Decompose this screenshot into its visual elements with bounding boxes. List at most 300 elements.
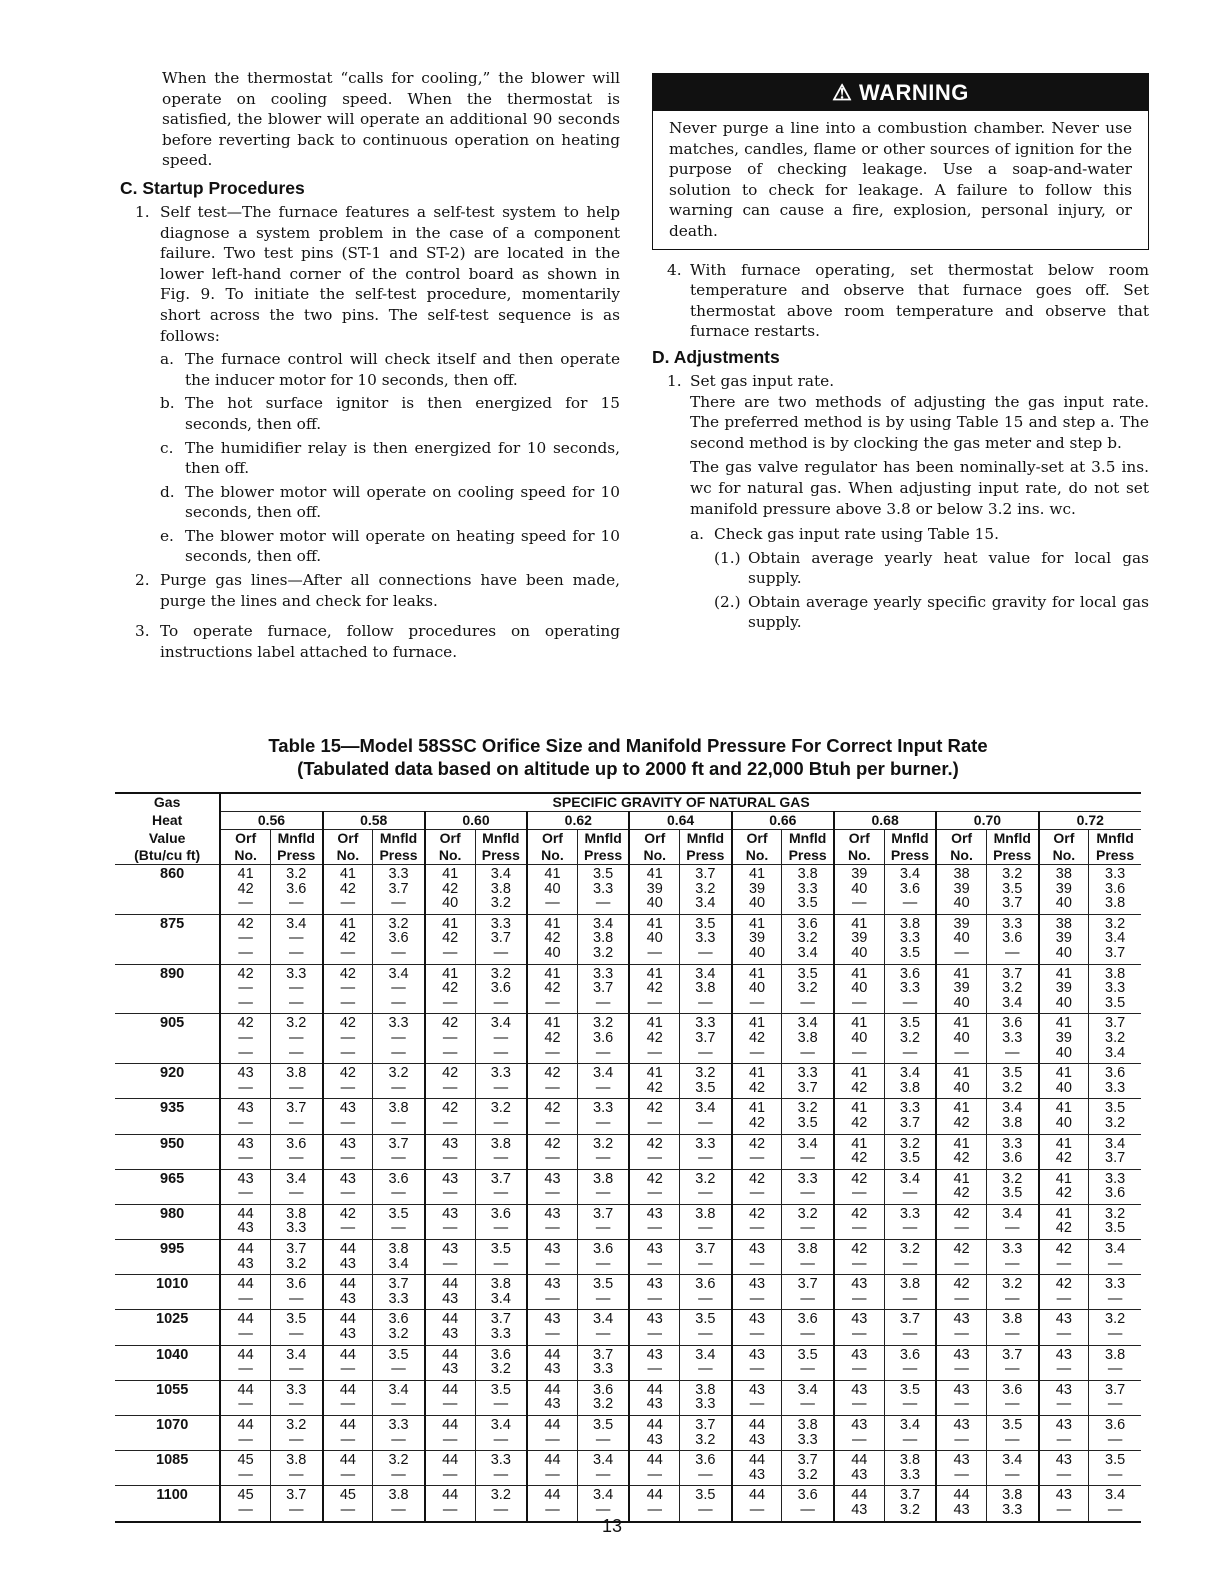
manifold-pressure-cell: 3.3 — — xyxy=(373,1014,425,1064)
orifice-number-cell: 42 — xyxy=(425,1064,475,1099)
orifice-number-cell: 42 — xyxy=(527,1134,577,1169)
orifice-number-cell: 41 42 xyxy=(629,1064,679,1099)
orifice-number-cell: 44 43 xyxy=(527,1345,577,1380)
manifold-pressure-cell: 3.2 — xyxy=(782,1204,834,1239)
orifice-number-cell: 41 42 — xyxy=(527,1014,577,1064)
orifice-number-cell: 43 — xyxy=(425,1240,475,1275)
orifice-number-cell: 44 — xyxy=(323,1451,373,1486)
orifice-number-cell: 44 — xyxy=(323,1345,373,1380)
gravity-header: 0.60 xyxy=(425,812,527,830)
manifold-pressure-cell: 3.7 — xyxy=(475,1169,527,1204)
orifice-header: Orf xyxy=(732,830,782,848)
step-letter: c. xyxy=(160,438,174,457)
manifold-pressure-cell: 3.5 — xyxy=(475,1380,527,1415)
manifold-pressure-cell: 3.3 3.6 — xyxy=(986,914,1038,964)
manifold-pressure-cell: 3.2 3.5 3.7 xyxy=(986,865,1038,915)
orifice-number-cell: 42 — xyxy=(834,1204,884,1239)
sequence-step xyxy=(160,438,620,479)
manifold-pressure-cell: 3.6 3.3 — xyxy=(884,964,936,1014)
orifice-number-cell: 42 — xyxy=(629,1169,679,1204)
orifice-number-cell: 43 — xyxy=(936,1345,986,1380)
manifold-pressure-cell: 3.3 3.7 — xyxy=(577,964,629,1014)
orifice-number-cell: 42 — xyxy=(323,1064,373,1099)
manifold-pressure-cell: 3.2 — xyxy=(373,1064,425,1099)
manifold-pressure-cell: 3.7 3.3 xyxy=(475,1310,527,1345)
manifold-pressure-cell: 3.2 3.5 xyxy=(986,1169,1038,1204)
orifice-number-cell: 39 40 — xyxy=(936,914,986,964)
manifold-pressure-cell: 3.5 — xyxy=(373,1204,425,1239)
manifold-pressure-cell: 3.8 — xyxy=(680,1204,732,1239)
orifice-number-cell: 44 — xyxy=(425,1380,475,1415)
orifice-header: No. xyxy=(629,847,679,865)
item-number: a. xyxy=(690,525,704,544)
orifice-number-cell: 41 40 — xyxy=(936,1014,986,1064)
orifice-number-cell: 44 43 xyxy=(220,1204,270,1239)
manifold-pressure-cell: 3.2 3.5 xyxy=(1089,1204,1141,1239)
orifice-number-cell: 43 — xyxy=(425,1169,475,1204)
orifice-header: No. xyxy=(220,847,270,865)
gravity-header: 0.72 xyxy=(1039,812,1141,830)
orifice-number-cell: 43 — xyxy=(732,1310,782,1345)
manifold-pressure-cell: 3.3 — xyxy=(270,1380,322,1415)
orifice-header: Orf xyxy=(323,830,373,848)
orifice-number-cell: 41 40 xyxy=(936,1064,986,1099)
header-row xyxy=(115,830,1141,848)
gravity-header: 0.56 xyxy=(220,812,322,830)
list-item xyxy=(135,570,620,611)
orifice-number-cell: 43 — xyxy=(834,1275,884,1310)
orifice-header: Orf xyxy=(425,830,475,848)
heat-value-cell: 1055 xyxy=(115,1380,220,1415)
list-item xyxy=(714,592,1149,633)
orifice-number-cell: 43 — xyxy=(425,1204,475,1239)
table-row xyxy=(115,1134,1141,1169)
table-title-line-2: (Tabulated data based on altitude up to 2000 ft and 22,000 Btuh per burner.) xyxy=(297,758,959,779)
orifice-number-cell: 41 42 xyxy=(834,1099,884,1134)
manifold-pressure-cell: 3.4 3.7 xyxy=(1089,1134,1141,1169)
heat-value-cell: 1085 xyxy=(115,1451,220,1486)
manifold-pressure-cell: 3.7 3.3 xyxy=(577,1345,629,1380)
manifold-pressure-cell: 3.5 — xyxy=(373,1345,425,1380)
orifice-number-cell: 44 — xyxy=(425,1451,475,1486)
table-row xyxy=(115,1014,1141,1064)
orifice-number-cell: 41 40 xyxy=(1039,1064,1089,1099)
manifold-pressure-cell: 3.4 3.8 xyxy=(884,1064,936,1099)
table-row xyxy=(115,1380,1141,1415)
orifice-number-cell: 43 — xyxy=(527,1310,577,1345)
orifice-number-cell: 43 — xyxy=(936,1451,986,1486)
orifice-number-cell: 41 39 40 xyxy=(936,964,986,1014)
orifice-number-cell: 43 — xyxy=(834,1416,884,1451)
manifold-header: Press xyxy=(680,847,732,865)
table-title xyxy=(115,734,1141,780)
orifice-number-cell: 44 43 xyxy=(834,1451,884,1486)
orifice-number-cell: 43 — xyxy=(1039,1345,1089,1380)
orifice-number-cell: 44 — xyxy=(732,1486,782,1522)
manifold-pressure-cell: 3.4 3.8 — xyxy=(782,1014,834,1064)
orifice-number-cell: 42 — xyxy=(1039,1275,1089,1310)
orifice-number-cell: 43 — xyxy=(629,1310,679,1345)
heat-value-cell: 1010 xyxy=(115,1275,220,1310)
orifice-number-cell: 41 40 — xyxy=(527,865,577,915)
self-test-sequence xyxy=(160,349,620,567)
warning-header xyxy=(653,74,1148,111)
orifice-header: Orf xyxy=(527,830,577,848)
orifice-number-cell: 38 39 40 xyxy=(1039,914,1089,964)
manifold-pressure-cell: 3.2 3.6 — xyxy=(373,914,425,964)
manifold-pressure-cell: 3.5 — xyxy=(577,1275,629,1310)
table-row xyxy=(115,865,1141,915)
gravity-header: 0.70 xyxy=(936,812,1038,830)
manifold-pressure-cell: 3.5 3.2 xyxy=(986,1064,1038,1099)
orifice-number-cell: 42 — xyxy=(1039,1240,1089,1275)
manifold-pressure-cell: 3.8 3.3 xyxy=(884,1451,936,1486)
orifice-number-cell: 43 — xyxy=(220,1064,270,1099)
manifold-header: Mnfld xyxy=(1089,830,1141,848)
orifice-number-cell: 41 42 xyxy=(834,1064,884,1099)
orifice-header: Orf xyxy=(1039,830,1089,848)
orifice-number-cell: 42 — xyxy=(732,1169,782,1204)
manifold-pressure-cell: 3.8 — xyxy=(986,1310,1038,1345)
manifold-pressure-cell: 3.6 — xyxy=(986,1380,1038,1415)
orifice-number-cell: 42 — — xyxy=(220,1014,270,1064)
table-row xyxy=(115,1275,1141,1310)
orifice-number-cell: 43 — xyxy=(323,1099,373,1134)
manifold-pressure-cell: 3.4 — xyxy=(577,1486,629,1522)
orifice-number-cell: 41 39 40 xyxy=(732,914,782,964)
item-text: To operate furnace, follow procedures on operating instructions label attached to furnace. xyxy=(160,622,620,661)
orifice-header: No. xyxy=(936,847,986,865)
orifice-number-cell: 43 — xyxy=(834,1345,884,1380)
orifice-number-cell: 44 — xyxy=(220,1416,270,1451)
manifold-pressure-cell: 3.2 — — xyxy=(270,1014,322,1064)
gravity-header: 0.64 xyxy=(629,812,731,830)
manifold-pressure-cell: 3.5 3.3 — xyxy=(577,865,629,915)
manifold-pressure-cell: 3.4 3.8 3.2 xyxy=(475,865,527,915)
manifold-pressure-cell: 3.4 — xyxy=(1089,1486,1141,1522)
heat-value-cell: 860 xyxy=(115,865,220,915)
page-number: 13 xyxy=(601,1516,623,1536)
manifold-pressure-cell: 3.7 3.2 3.4 xyxy=(1089,1014,1141,1064)
orifice-number-cell: 41 42 xyxy=(1039,1169,1089,1204)
manifold-pressure-cell: 3.6 — xyxy=(680,1275,732,1310)
manifold-pressure-cell: 3.8 — xyxy=(577,1169,629,1204)
gravity-header: 0.58 xyxy=(323,812,425,830)
manifold-pressure-cell: 3.8 3.3 xyxy=(782,1416,834,1451)
manifold-pressure-cell: 3.3 — xyxy=(475,1064,527,1099)
orifice-number-cell: 44 — xyxy=(220,1310,270,1345)
manifold-pressure-cell: 3.4 — xyxy=(577,1064,629,1099)
heat-value-cell: 980 xyxy=(115,1204,220,1239)
manifold-pressure-cell: 3.2 3.6 — xyxy=(577,1014,629,1064)
orifice-number-cell: 43 — xyxy=(629,1275,679,1310)
manifold-pressure-cell: 3.3 — — xyxy=(270,964,322,1014)
left-column xyxy=(120,68,620,662)
manifold-pressure-cell: 3.4 — — xyxy=(475,1014,527,1064)
manifold-pressure-cell: 3.7 — xyxy=(373,1134,425,1169)
orifice-number-cell: 41 42 xyxy=(936,1099,986,1134)
orifice-number-cell: 41 42 — xyxy=(527,964,577,1014)
item-text: Obtain average yearly heat value for local gas supply. xyxy=(748,548,1149,588)
manifold-pressure-cell: 3.4 — xyxy=(577,1310,629,1345)
manifold-header: Mnfld xyxy=(270,830,322,848)
list-item xyxy=(690,524,1149,545)
item-text: Self test—The furnace features a self-test system to help diagnose a system problem in the case of a component failure. Two test pins (ST-1 and ST-2) are located in the lower left-hand corner of the control board as shown in Fig. 9. To initiate the self-test procedure, momentarily short across the two pins. The self-test sequence is as follows: xyxy=(160,202,620,345)
sequence-step xyxy=(160,482,620,523)
orifice-number-cell: 42 — xyxy=(834,1240,884,1275)
heat-value-header: (Btu/cu ft) xyxy=(134,847,201,863)
sequence-step xyxy=(160,526,620,567)
step-letter: d. xyxy=(160,482,175,501)
manifold-pressure-cell: 3.6 — xyxy=(270,1275,322,1310)
orifice-number-cell: 44 43 xyxy=(220,1240,270,1275)
orifice-header: Orf xyxy=(220,830,270,848)
manifold-header: Press xyxy=(1089,847,1141,865)
manifold-pressure-cell: 3.3 — xyxy=(986,1240,1038,1275)
orifice-number-cell: 43 — xyxy=(527,1204,577,1239)
manifold-pressure-cell: 3.7 3.2 xyxy=(270,1240,322,1275)
manifold-header: Press xyxy=(577,847,629,865)
paragraph-regulator: The gas valve regulator has been nominally-set at 3.5 ins. wc for natural gas. When adjusting input rate, do not set manifold pressure above 3.8 or below 3.2 ins. wc. xyxy=(690,458,1149,518)
step-text: The hot surface ignitor is then energized for 15 seconds, then off. xyxy=(185,394,620,433)
heat-value-cell: 965 xyxy=(115,1169,220,1204)
orifice-number-cell: 41 42 — xyxy=(220,865,270,915)
manifold-pressure-cell: 3.8 — xyxy=(1089,1345,1141,1380)
manifold-pressure-cell: 3.4 3.8 xyxy=(986,1099,1038,1134)
manifold-pressure-cell: 3.3 3.7 xyxy=(782,1064,834,1099)
orifice-number-cell: 41 39 40 xyxy=(1039,964,1089,1014)
orifice-number-cell: 44 — xyxy=(425,1416,475,1451)
manifold-header: Mnfld xyxy=(986,830,1038,848)
orifice-number-cell: 45 — xyxy=(323,1486,373,1522)
orifice-number-cell: 43 — xyxy=(220,1169,270,1204)
orifice-number-cell: 42 — xyxy=(527,1099,577,1134)
item-text: Set gas input rate. xyxy=(690,371,835,390)
manifold-pressure-cell: 3.4 — xyxy=(1089,1240,1141,1275)
manifold-pressure-cell: 3.8 3.3 xyxy=(680,1380,732,1415)
orifice-number-cell: 41 39 40 xyxy=(732,865,782,915)
manifold-pressure-cell: 3.2 — xyxy=(680,1169,732,1204)
manifold-pressure-cell: 3.2 3.6 — xyxy=(270,865,322,915)
manifold-pressure-cell: 3.3 3.6 3.8 xyxy=(1089,865,1141,915)
table-title-line-1: Table 15—Model 58SSC Orifice Size and Manifold Pressure For Correct Input Rate xyxy=(268,735,988,756)
orifice-number-cell: 44 43 xyxy=(629,1380,679,1415)
manifold-pressure-cell: 3.2 — xyxy=(1089,1310,1141,1345)
manifold-pressure-cell: 3.5 — xyxy=(680,1486,732,1522)
intro-paragraph: When the thermostat “calls for cooling,” the blower will operate on cooling speed. When the thermostat is satisfied, the blower will operate an additional 90 seconds before reverting back to continuous operation on heating speed. xyxy=(162,69,620,170)
orifice-number-cell: 41 42 — xyxy=(425,964,475,1014)
manifold-pressure-cell: 3.7 — xyxy=(680,1240,732,1275)
table-row xyxy=(115,1204,1141,1239)
manifold-pressure-cell: 3.7 — xyxy=(270,1099,322,1134)
manifold-pressure-cell: 3.4 3.8 3.2 xyxy=(577,914,629,964)
orifice-number-cell: 41 42 xyxy=(936,1134,986,1169)
manifold-pressure-cell: 3.2 — xyxy=(475,1486,527,1522)
manifold-pressure-cell: 3.6 — xyxy=(884,1345,936,1380)
orifice-number-cell: 41 39 40 xyxy=(629,865,679,915)
orifice-number-cell: 41 42 xyxy=(834,1134,884,1169)
manifold-pressure-cell: 3.2 3.5 xyxy=(782,1099,834,1134)
orifice-number-cell: 38 39 40 xyxy=(936,865,986,915)
table-row xyxy=(115,1169,1141,1204)
table-row xyxy=(115,914,1141,964)
orifice-number-cell: 43 — xyxy=(1039,1310,1089,1345)
manifold-pressure-cell: 3.5 — xyxy=(270,1310,322,1345)
manifold-pressure-cell: 3.3 3.7 — xyxy=(680,1014,732,1064)
heat-value-cell: 1100 xyxy=(115,1486,220,1522)
manifold-pressure-cell: 3.8 3.3 3.5 xyxy=(1089,964,1141,1014)
manifold-pressure-cell: 3.7 — xyxy=(577,1204,629,1239)
step-letter: e. xyxy=(160,526,174,545)
manifold-pressure-cell: 3.8 3.3 3.5 xyxy=(884,914,936,964)
manifold-pressure-cell: 3.6 3.3 xyxy=(1089,1064,1141,1099)
warning-box xyxy=(652,73,1149,250)
warning-triangle-icon: ⚠ xyxy=(832,80,853,105)
specific-gravity-header: SPECIFIC GRAVITY OF NATURAL GAS xyxy=(220,793,1141,812)
manifold-pressure-cell: 3.4 — — xyxy=(373,964,425,1014)
orifice-number-cell: 43 — xyxy=(323,1169,373,1204)
orifice-number-cell: 41 42 xyxy=(732,1064,782,1099)
orifice-number-cell: 44 — xyxy=(527,1451,577,1486)
manifold-pressure-cell: 3.8 3.3 xyxy=(986,1486,1038,1522)
item-text: Obtain average yearly specific gravity for local gas supply. xyxy=(748,592,1149,632)
manifold-pressure-cell: 3.7 3.2 3.4 xyxy=(680,865,732,915)
manifold-pressure-cell: 3.3 — xyxy=(782,1169,834,1204)
section-heading-adjustments: D. Adjustments xyxy=(652,346,780,367)
gravity-header: 0.68 xyxy=(834,812,936,830)
orifice-number-cell: 42 — xyxy=(732,1204,782,1239)
manifold-pressure-cell: 3.8 — xyxy=(884,1275,936,1310)
orifice-number-cell: 41 42 — xyxy=(323,914,373,964)
list-item xyxy=(135,621,620,662)
manifold-pressure-cell: 3.6 — xyxy=(782,1486,834,1522)
table-row xyxy=(115,1310,1141,1345)
orifice-number-cell: 43 — xyxy=(732,1345,782,1380)
orifice-number-cell: 44 — xyxy=(323,1416,373,1451)
heat-value-cell: 905 xyxy=(115,1014,220,1064)
manifold-pressure-cell: 3.5 — xyxy=(577,1416,629,1451)
orifice-number-cell: 41 39 40 xyxy=(834,914,884,964)
orifice-number-cell: 42 — — xyxy=(220,914,270,964)
orifice-number-cell: 41 42 xyxy=(1039,1204,1089,1239)
manifold-pressure-cell: 3.3 — xyxy=(475,1451,527,1486)
orifice-number-cell: 43 — xyxy=(527,1275,577,1310)
orifice-number-cell: 42 — — xyxy=(323,964,373,1014)
orifice-number-cell: 45 — xyxy=(220,1451,270,1486)
manifold-pressure-cell: 3.4 — xyxy=(782,1134,834,1169)
right-column xyxy=(652,73,1149,633)
heat-value-header: Heat xyxy=(151,812,183,828)
orifice-number-cell: 44 43 xyxy=(425,1345,475,1380)
manifold-pressure-cell: 3.3 3.6 xyxy=(1089,1169,1141,1204)
heat-value-cell: 890 xyxy=(115,964,220,1014)
manifold-pressure-cell: 3.6 — xyxy=(1089,1416,1141,1451)
orifice-number-cell: 42 — xyxy=(834,1169,884,1204)
orifice-header: Orf xyxy=(936,830,986,848)
heat-value-cell: 875 xyxy=(115,914,220,964)
orifice-number-cell: 43 — xyxy=(220,1134,270,1169)
header-row xyxy=(115,847,1141,865)
manifold-pressure-cell: 3.2 — xyxy=(577,1134,629,1169)
orifice-number-cell: 42 — xyxy=(629,1134,679,1169)
manifold-pressure-cell: 3.5 — xyxy=(884,1380,936,1415)
manifold-pressure-cell: 3.2 3.5 xyxy=(884,1134,936,1169)
manifold-pressure-cell: 3.8 — xyxy=(373,1099,425,1134)
orifice-number-cell: 42 — xyxy=(936,1240,986,1275)
manifold-pressure-cell: 3.4 — xyxy=(884,1169,936,1204)
orifice-number-cell: 43 — xyxy=(936,1416,986,1451)
manifold-pressure-cell: 3.4 — xyxy=(986,1204,1038,1239)
manifold-pressure-cell: 3.5 3.2 — xyxy=(884,1014,936,1064)
manifold-pressure-cell: 3.2 — xyxy=(373,1451,425,1486)
orifice-number-cell: 43 — xyxy=(834,1310,884,1345)
table-row xyxy=(115,1064,1141,1099)
orifice-number-cell: 43 — xyxy=(1039,1380,1089,1415)
orifice-number-cell: 44 — xyxy=(220,1380,270,1415)
orifice-number-cell: 43 — xyxy=(527,1169,577,1204)
manifold-pressure-cell: 3.2 3.4 3.7 xyxy=(1089,914,1141,964)
orifice-number-cell: 42 — xyxy=(425,1099,475,1134)
manifold-pressure-cell: 3.7 3.2 xyxy=(782,1451,834,1486)
heat-value-cell: 950 xyxy=(115,1134,220,1169)
manifold-header: Press xyxy=(270,847,322,865)
item-number: 1. xyxy=(667,371,682,390)
orifice-number-cell: 44 43 xyxy=(425,1310,475,1345)
orifice-number-cell: 44 43 xyxy=(936,1486,986,1522)
heat-value-cell: 920 xyxy=(115,1064,220,1099)
step-text: The furnace control will check itself and then operate the inducer motor for 10 seconds, then off. xyxy=(185,350,620,389)
heat-value-cell: 935 xyxy=(115,1099,220,1134)
orifice-number-cell: 41 39 40 xyxy=(1039,1014,1089,1064)
manifold-pressure-cell: 3.3 — xyxy=(680,1134,732,1169)
orifice-number-cell: 45 — xyxy=(220,1486,270,1522)
manifold-header: Mnfld xyxy=(782,830,834,848)
manifold-pressure-cell: 3.7 — xyxy=(1089,1380,1141,1415)
manifold-pressure-cell: 3.6 — xyxy=(373,1169,425,1204)
orifice-number-cell: 39 40 — xyxy=(834,865,884,915)
gravity-header: 0.66 xyxy=(732,812,834,830)
item-text: Purge gas lines—After all connections have been made, purge the lines and check for leaks. xyxy=(160,571,620,610)
orifice-number-cell: 43 — xyxy=(629,1204,679,1239)
orifice-number-cell: 43 — xyxy=(323,1134,373,1169)
manifold-pressure-cell: 3.6 — xyxy=(680,1451,732,1486)
manifold-pressure-cell: 3.4 — xyxy=(782,1380,834,1415)
item-text: With furnace operating, set thermostat below room temperature and observe that furnace goes off. Set thermostat above room temperature and observe that furnace restarts. xyxy=(690,260,1149,341)
orifice-header: No. xyxy=(732,847,782,865)
orifice-number-cell: 43 — xyxy=(1039,1416,1089,1451)
orifice-number-cell: 41 40 — xyxy=(629,914,679,964)
list-item xyxy=(667,371,1149,392)
list-item xyxy=(667,260,1149,342)
orifice-number-cell: 41 42 xyxy=(1039,1134,1089,1169)
manifold-pressure-cell: 3.8 — xyxy=(782,1240,834,1275)
orifice-number-cell: 44 — xyxy=(527,1486,577,1522)
step-letter: a. xyxy=(160,350,174,369)
manifold-pressure-cell: 3.3 — xyxy=(1089,1275,1141,1310)
manifold-pressure-cell: 3.5 — xyxy=(680,1310,732,1345)
manifold-pressure-cell: 3.4 — xyxy=(475,1416,527,1451)
step-text: The blower motor will operate on cooling speed for 10 seconds, then off. xyxy=(185,482,620,522)
manifold-pressure-cell: 3.4 — xyxy=(986,1451,1038,1486)
orifice-number-cell: 43 — xyxy=(732,1240,782,1275)
orifice-number-cell: 43 — xyxy=(936,1380,986,1415)
manifold-header: Press xyxy=(373,847,425,865)
step-letter: b. xyxy=(160,394,175,413)
manifold-pressure-cell: 3.2 — xyxy=(986,1275,1038,1310)
manifold-pressure-cell: 3.8 3.4 xyxy=(475,1275,527,1310)
heat-value-cell: 1040 xyxy=(115,1345,220,1380)
orifice-number-cell: 43 — xyxy=(1039,1451,1089,1486)
